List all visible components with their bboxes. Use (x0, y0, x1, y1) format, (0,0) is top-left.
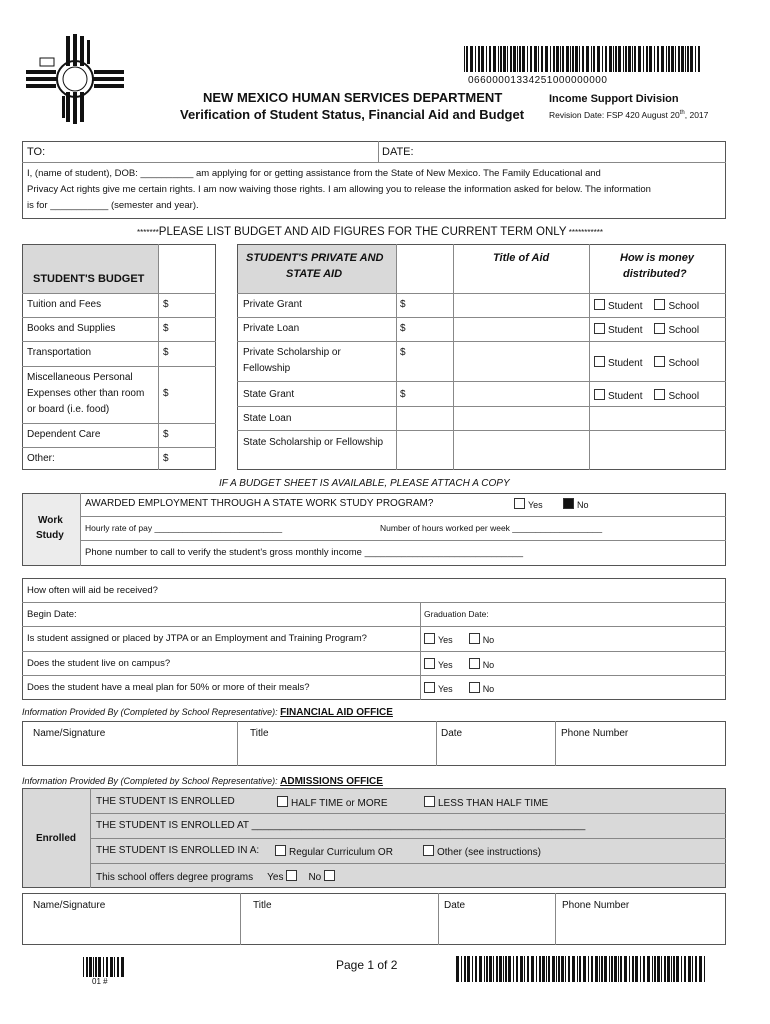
aid-distribution-options[interactable]: Student School (594, 356, 699, 369)
fa-date-field[interactable]: Date (441, 728, 463, 739)
other-curriculum-option[interactable]: Other (see instructions) (423, 845, 541, 858)
enrolled-row-1: THE STUDENT IS ENROLLED (96, 796, 235, 807)
budget-row-label: Miscellaneous Personal (27, 372, 133, 383)
header-barcode (464, 46, 700, 72)
state-seal-logo (26, 34, 126, 124)
adm-phone-field[interactable]: Phone Number (562, 900, 630, 911)
budget-row-label: Tuition and Fees (27, 299, 102, 310)
jtpa-question: Is student assigned or placed by JTPA or an Employment and Training Program? (27, 633, 367, 644)
aid-row-dollar[interactable]: $ (400, 347, 406, 358)
adm-provided-by: Information Provided By (Completed by School Representative): ADMISSIONS OFFICE (22, 776, 383, 787)
half-time-or-more-option[interactable]: HALF TIME or MORE (277, 796, 388, 809)
form-code: 01 # (92, 977, 108, 986)
budget-row-dollar[interactable]: $ (163, 453, 169, 464)
division-name: Income Support Division (549, 93, 679, 105)
regular-curriculum-option[interactable]: Regular Curriculum OR (275, 845, 393, 858)
enrolled-at-field[interactable]: THE STUDENT IS ENROLLED AT ____________________________________________________________ (96, 820, 586, 831)
less-than-half-time-option[interactable]: LESS THAN HALF TIME (424, 796, 548, 809)
budget-row-label: Dependent Care (27, 429, 101, 440)
aid-header-line2: STATE AID (286, 268, 343, 280)
budget-row-label: Other: (27, 453, 55, 464)
graduation-date-field[interactable]: Graduation Date: (424, 609, 489, 619)
budget-row-label: Books and Supplies (27, 323, 116, 334)
fa-name-signature-field[interactable]: Name/Signature (33, 728, 106, 739)
form-title: Verification of Student Status, Financial Aid and Budget (180, 107, 525, 122)
date-label[interactable]: DATE: (382, 146, 414, 158)
verify-phone-field[interactable]: Phone number to call to verify the student's gross monthly income ______________________________ (85, 547, 524, 558)
budget-row-label: or board (i.e. food) (27, 404, 110, 415)
aid-row-dollar[interactable]: $ (400, 323, 406, 334)
aid-row-dollar[interactable]: $ (400, 389, 406, 400)
meal-plan-yes-no[interactable]: Yes No (424, 682, 494, 694)
degree-programs-question[interactable]: This school offers degree programs Yes No (96, 870, 338, 883)
begin-date-field[interactable]: Begin Date: (27, 609, 77, 620)
meal-plan-question: Does the student have a meal plan for 50% or more of their meals? (27, 682, 310, 693)
budget-header: STUDENT'S BUDGET (33, 273, 145, 285)
aid-header-line1: STUDENT'S PRIVATE AND (246, 252, 384, 264)
budget-row-dollar[interactable]: $ (163, 323, 169, 334)
budget-row-label: Expenses other than room (27, 388, 145, 399)
aid-row-label: Private Grant (243, 299, 302, 310)
campus-yes-no[interactable]: Yes No (424, 658, 494, 670)
campus-question: Does the student live on campus? (27, 658, 171, 669)
aid-row-label: State Grant (243, 389, 295, 400)
aid-row-dollar[interactable]: $ (400, 299, 406, 310)
hours-per-week-field[interactable]: Number of hours worked per week ___________________ (380, 523, 603, 533)
fa-phone-field[interactable]: Phone Number (561, 728, 629, 739)
budget-row-dollar[interactable]: $ (163, 429, 169, 440)
aid-distribution-options[interactable]: Student School (594, 389, 699, 402)
aid-distribution-options[interactable]: Student School (594, 323, 699, 336)
fa-title-field[interactable]: Title (250, 728, 269, 739)
budget-sheet-note: IF A BUDGET SHEET IS AVAILABLE, PLEASE ATTACH A COPY (219, 478, 510, 489)
adm-title-field[interactable]: Title (253, 900, 272, 911)
aid-row-label: Private Scholarship or (243, 347, 341, 358)
budget-row-dollar[interactable]: $ (163, 388, 169, 399)
aid-row-label: State Loan (243, 413, 292, 424)
aid-frequency-question[interactable]: How often will aid be received? (27, 585, 158, 596)
aid-row-label: Fellowship (243, 363, 291, 374)
aid-row-label: State Scholarship or Fellowship (243, 437, 384, 448)
department-name: NEW MEXICO HUMAN SERVICES DEPARTMENT (203, 90, 503, 105)
work-study-label-2: Study (36, 530, 64, 541)
adm-date-field[interactable]: Date (444, 900, 466, 911)
footer-small-barcode (83, 957, 125, 977)
fa-provided-by: Information Provided By (Completed by School Representative): FINANCIAL AID OFFICE (22, 707, 393, 718)
adm-name-signature-field[interactable]: Name/Signature (33, 900, 106, 911)
budget-row-dollar[interactable]: $ (163, 347, 169, 358)
work-study-label-1: Work (38, 515, 63, 526)
budget-row-label: Transportation (27, 347, 92, 358)
consent-line-1: I, (name of student), DOB: __________ am applying for or getting assistance from the State of New Mexico. The Family Educational and (27, 168, 601, 179)
page-number: Page 1 of 2 (336, 958, 398, 972)
enrolled-row-3: THE STUDENT IS ENROLLED IN A: (96, 845, 260, 856)
footer-barcode (456, 956, 708, 982)
jtpa-yes-no[interactable]: Yes No (424, 633, 494, 645)
hourly-rate-field[interactable]: Hourly rate of pay ___________________________ (85, 523, 283, 533)
distribution-header-line1: How is money (620, 252, 694, 264)
awarded-yes-option[interactable]: Yes (514, 498, 543, 510)
awarded-no-option[interactable]: No (563, 498, 589, 510)
consent-line-3: is for ___________ (semester and year). (27, 200, 199, 211)
aid-distribution-options[interactable]: Student School (594, 299, 699, 312)
consent-line-2: Privacy Act rights give me certain rights. I am now waiving those rights. I am allowing you to release the information asked for below. The information (27, 184, 651, 195)
to-label[interactable]: TO: (27, 146, 46, 158)
budget-row-dollar[interactable]: $ (163, 299, 169, 310)
barcode-number: 06600001334251000000000 (468, 75, 608, 86)
aid-row-label: Private Loan (243, 323, 300, 334)
title-of-aid-header: Title of Aid (493, 252, 550, 264)
awarded-question: AWARDED EMPLOYMENT THROUGH A STATE WORK STUDY PROGRAM? (85, 498, 434, 509)
distribution-header-line2: distributed? (623, 268, 687, 280)
budget-notice: *******PLEASE LIST BUDGET AND AID FIGURES FOR THE CURRENT TERM ONLY *********** (137, 226, 603, 238)
revision-date: Revision Date: FSP 420 August 20th, 2017 (549, 110, 709, 120)
enrolled-label: Enrolled (36, 833, 77, 844)
